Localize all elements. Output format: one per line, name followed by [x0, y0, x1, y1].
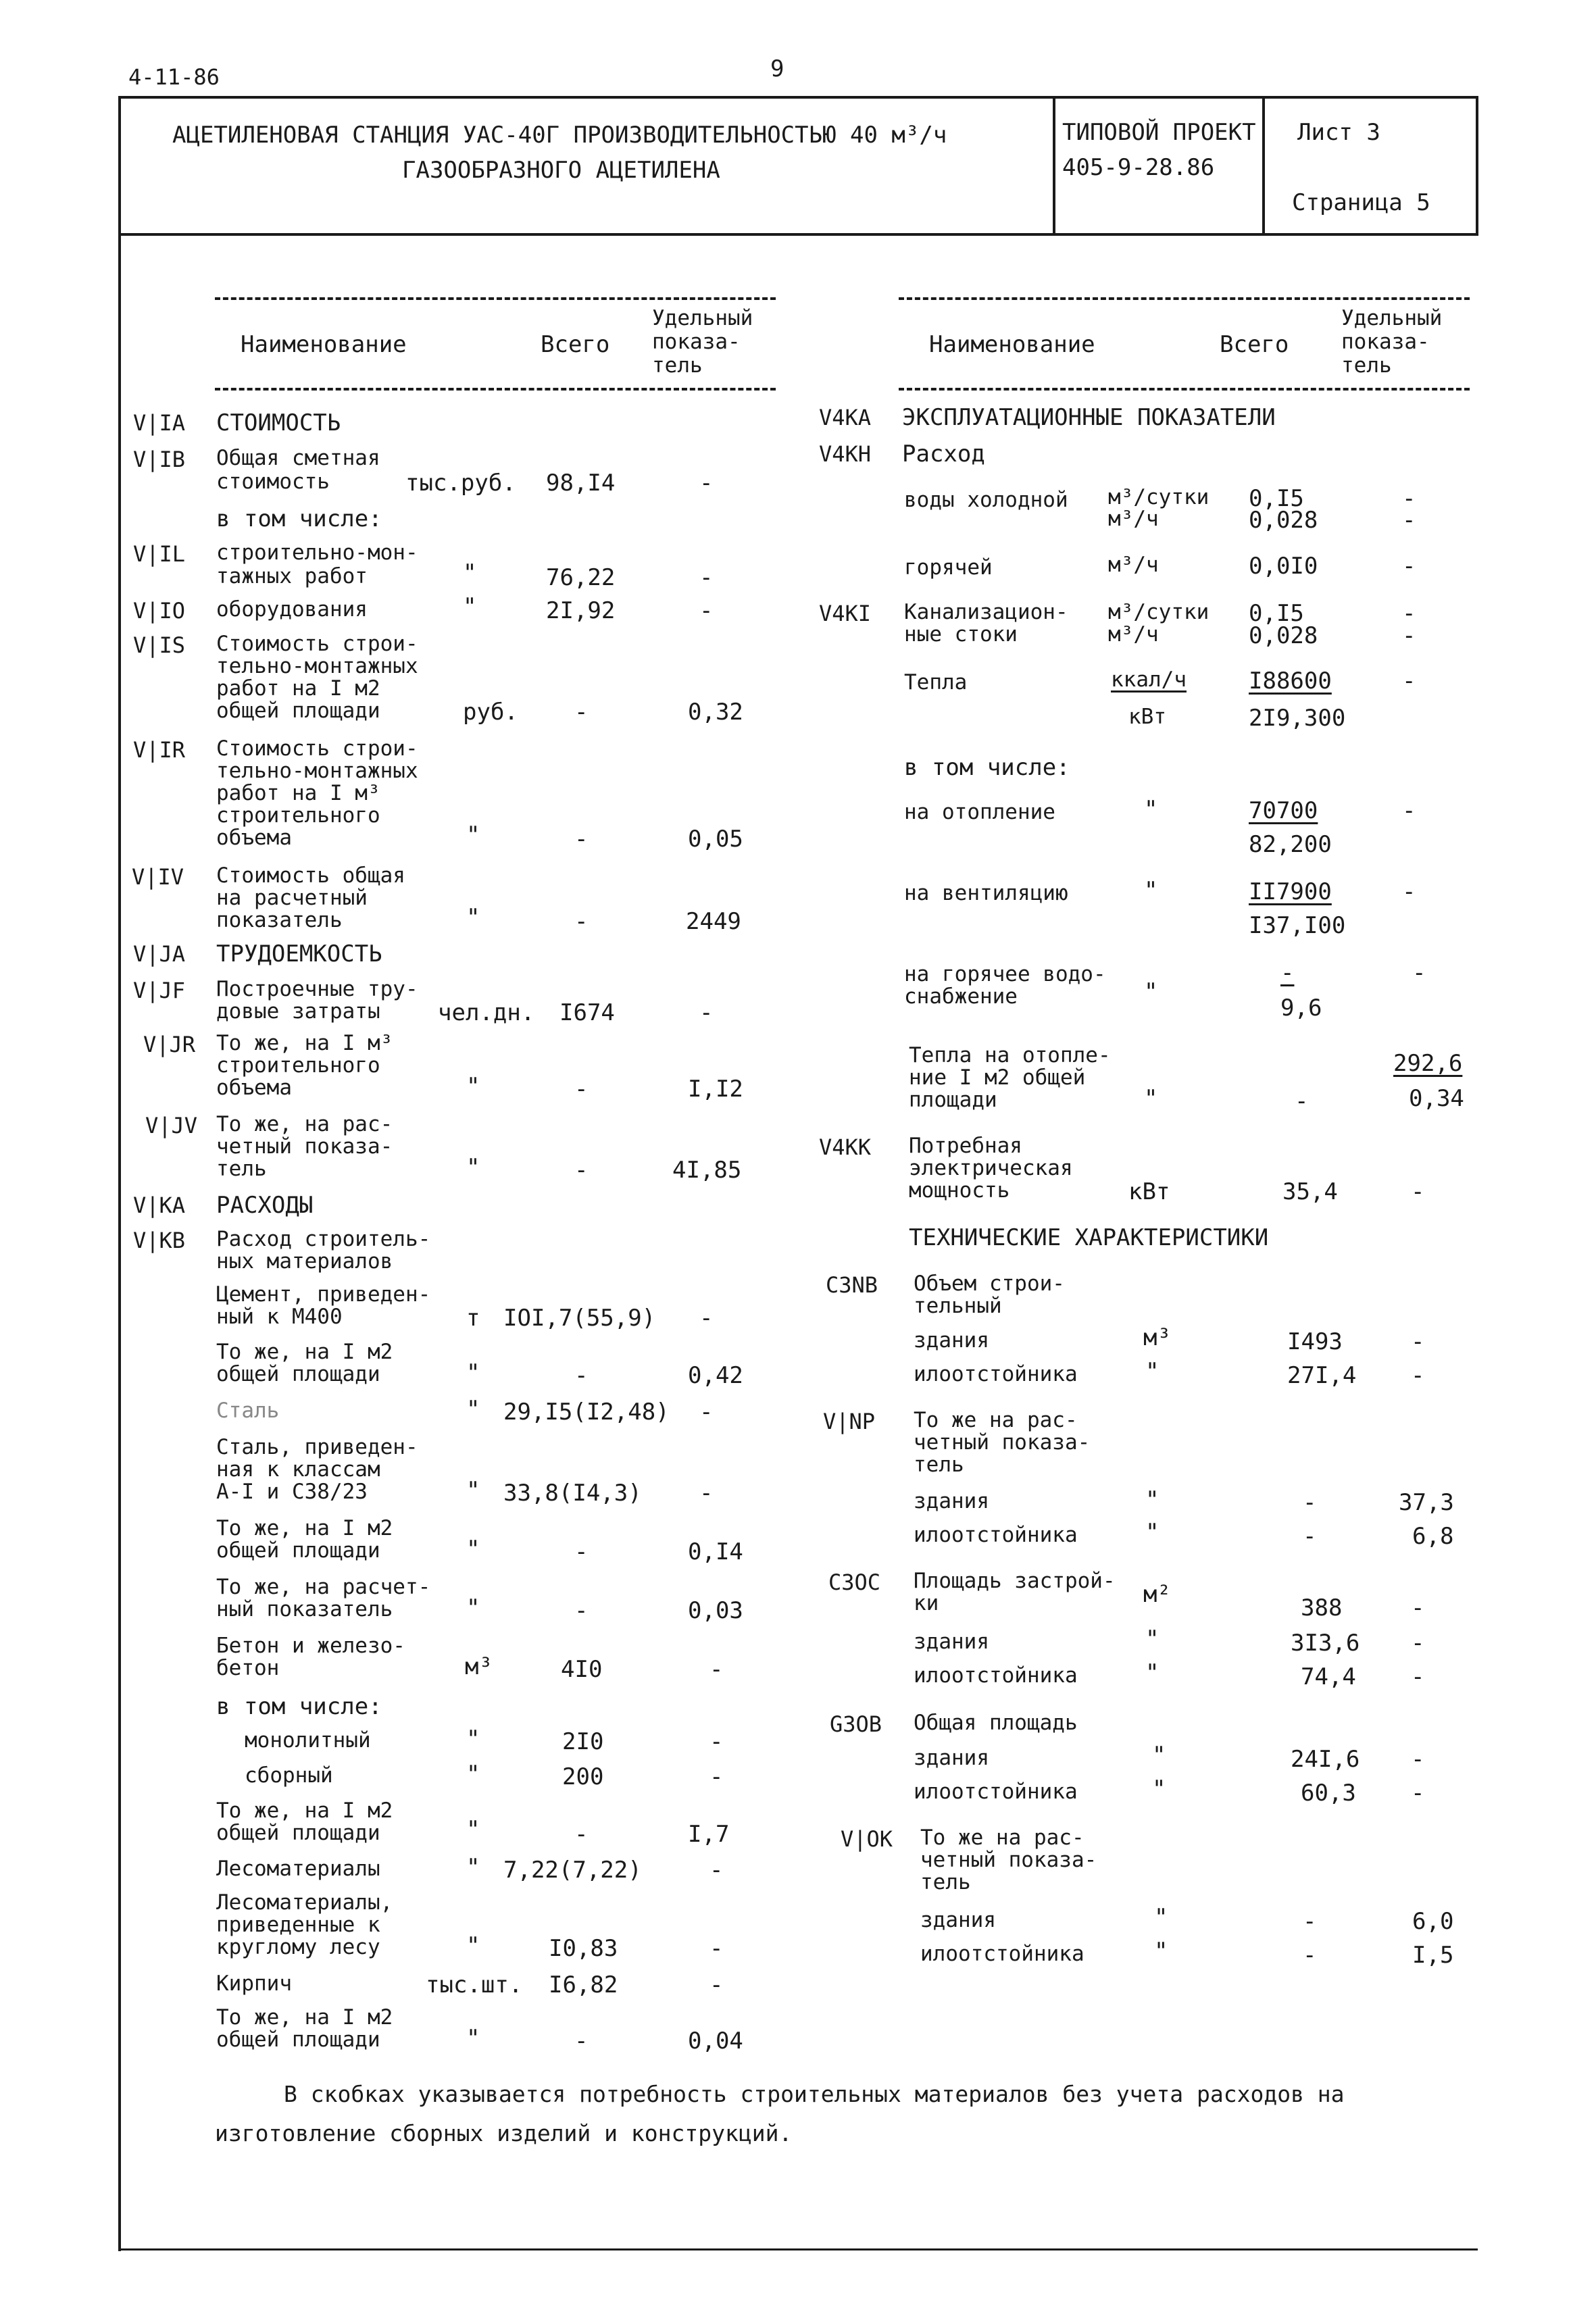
row-specific: - — [709, 1935, 724, 1962]
row-specific: 292,6 — [1393, 1050, 1463, 1077]
row-label: Площадь застрой- — [914, 1569, 1116, 1593]
row-code: V|NP — [823, 1409, 876, 1434]
row-label: работ на I м2 — [216, 676, 380, 701]
row-label: в том числе: — [216, 1693, 382, 1720]
row-specific: 0,42 — [688, 1362, 743, 1389]
section-heading-labor: ТРУДОЕМКОСТЬ — [216, 940, 382, 967]
page-label: Страница 5 — [1292, 189, 1430, 216]
row-specific: - — [699, 1399, 714, 1426]
left-col-specific-header-3: тель — [652, 353, 703, 378]
row-label: ние I м2 общей — [909, 1065, 1086, 1090]
row-specific: - — [699, 1305, 714, 1332]
row-unit: м³/ч — [1108, 507, 1159, 531]
row-label: То же, на расчет- — [216, 1575, 431, 1599]
row-label: илоотстойника — [920, 1942, 1084, 1966]
row-total: I493 — [1287, 1328, 1343, 1355]
row-unit: " — [1145, 1519, 1159, 1546]
row-total: 76,22 — [546, 564, 616, 591]
row-label: общей площади — [216, 1362, 380, 1386]
row-specific: - — [1412, 959, 1426, 986]
row-label: снабжение — [904, 984, 1018, 1009]
row-unit: тыс.шт. — [426, 1971, 523, 1998]
row-total: 2I0 — [562, 1728, 604, 1755]
row-unit: " — [466, 1761, 480, 1788]
row-unit: руб. — [463, 699, 518, 726]
row-label: приведенные к — [216, 1913, 380, 1937]
footnote-line-1: В скобках указывается потребность строительных материалов без учета расходов на — [284, 2081, 1345, 2107]
row-unit: " — [1152, 1742, 1166, 1769]
row-specific: I,I2 — [688, 1076, 743, 1103]
row-label: Кирпич — [216, 1971, 292, 1996]
row-total: 0,028 — [1249, 507, 1318, 534]
row-label: Потребная — [909, 1134, 1022, 1158]
footnote-line-2: изготовление сборных изделий и конструкций. — [215, 2120, 793, 2146]
row-label: Сталь — [216, 1399, 280, 1423]
row-total: 388 — [1301, 1594, 1343, 1621]
row-unit: " — [466, 1726, 480, 1753]
row-specific: I,7 — [688, 1821, 730, 1848]
row-unit: " — [466, 1536, 480, 1563]
row-label: То же, на рас- — [216, 1112, 393, 1136]
row-label: общей площади — [216, 1538, 380, 1563]
row-specific: - — [709, 1763, 724, 1790]
left-col-total-header: Всего — [541, 331, 610, 358]
row-label: Стоимость общая — [216, 863, 405, 888]
row-unit: " — [1144, 796, 1158, 823]
row-specific: - — [1402, 668, 1416, 695]
row-unit: " — [1144, 1085, 1158, 1112]
right-col-specific-header-3: тель — [1341, 353, 1392, 378]
row-unit: м² — [1143, 1581, 1171, 1608]
row-unit: " — [1154, 1938, 1168, 1965]
row-label: То же, на I м2 — [216, 1516, 393, 1540]
row-total: 2I,92 — [546, 597, 616, 624]
row-label: воды холодной — [904, 488, 1068, 512]
section-heading-technical: ТЕХНИЧЕСКИЕ ХАРАКТЕРИСТИКИ — [909, 1224, 1269, 1251]
row-label: здания — [914, 1489, 989, 1513]
project-number: 405-9-28.86 — [1062, 154, 1215, 181]
row-specific: - — [1402, 507, 1416, 534]
row-total: I0,83 — [549, 1935, 618, 1962]
row-label: общей площади — [216, 699, 380, 723]
right-col-name-header: Наименование — [929, 331, 1095, 358]
row-code: G3OB — [830, 1711, 882, 1737]
row-unit: " — [463, 593, 477, 620]
row-specific: - — [1411, 1630, 1425, 1657]
row-total: 200 — [562, 1763, 604, 1790]
row-unit: ккал/ч — [1111, 668, 1187, 692]
row-specific: - — [1402, 485, 1416, 512]
row-total: 7,22(7,22) — [503, 1857, 642, 1884]
row-specific: - — [699, 597, 714, 624]
row-specific: 4I,85 — [672, 1157, 742, 1184]
row-label: работ на I м³ — [216, 781, 380, 805]
row-total: I88600 — [1249, 668, 1332, 695]
row-label: в том числе: — [216, 505, 382, 532]
row-label: Общая сметная — [216, 446, 380, 470]
row-unit: м³/ч — [1108, 622, 1159, 647]
row-label: ные стоки — [904, 622, 1018, 647]
row-label: Общая площадь — [914, 1711, 1078, 1735]
row-total: I37,I00 — [1249, 912, 1346, 939]
right-col-total-header: Всего — [1220, 331, 1289, 358]
row-label: объема — [216, 826, 292, 850]
row-unit: кВт — [1128, 1178, 1170, 1205]
row-label: горячей — [904, 555, 993, 580]
row-label: Канализацион- — [904, 600, 1068, 624]
row-unit: " — [466, 1073, 480, 1100]
row-label: объема — [216, 1076, 292, 1100]
row-label: тельно-монтажных — [216, 759, 418, 783]
row-total: - — [1280, 959, 1295, 986]
row-specific: - — [1411, 1780, 1425, 1807]
row-specific: I,5 — [1412, 1942, 1454, 1969]
row-specific: - — [699, 999, 714, 1026]
sheet-number: Лист 3 — [1297, 119, 1380, 146]
row-total: 3I3,6 — [1291, 1630, 1360, 1657]
row-total: I674 — [559, 999, 615, 1026]
row-code: V|IR — [133, 737, 186, 763]
row-label: четный показа- — [920, 1848, 1097, 1872]
row-label: на вентиляцию — [904, 881, 1068, 905]
row-label: ных материалов — [216, 1249, 393, 1274]
row-total: 60,3 — [1301, 1780, 1356, 1807]
row-total: - — [574, 1821, 589, 1848]
row-label: илоотстойника — [914, 1362, 1078, 1386]
row-label: строительно-мон- — [216, 540, 418, 565]
row-unit: " — [1145, 1626, 1159, 1653]
row-label: А-I и С38/23 — [216, 1480, 368, 1504]
row-total: 33,8(I4,3) — [503, 1480, 642, 1507]
title-line-2: ГАЗООБРАЗНОГО АЦЕТИЛЕНА — [402, 157, 720, 184]
row-total: 82,200 — [1249, 831, 1332, 858]
row-specific: 0,I4 — [688, 1538, 743, 1565]
row-total: 2I9,300 — [1249, 705, 1346, 732]
row-specific: - — [709, 1971, 724, 1998]
row-label: ный показатель — [216, 1597, 393, 1621]
row-unit: м³/сутки — [1108, 600, 1210, 624]
row-specific: - — [1411, 1328, 1425, 1355]
row-unit: м³ — [1143, 1324, 1171, 1351]
project-type: ТИПОВОЙ ПРОЕКТ — [1062, 119, 1256, 146]
row-code: V|IS — [133, 632, 186, 658]
row-label: ная к классам — [216, 1457, 380, 1482]
row-code: V|IL — [133, 541, 186, 567]
row-label: электрическая — [909, 1156, 1073, 1180]
row-specific: 6,0 — [1412, 1908, 1454, 1935]
row-total: - — [1303, 1523, 1317, 1550]
row-unit: " — [466, 1594, 480, 1621]
row-label: монолитный — [245, 1728, 371, 1753]
row-code: V4KK — [819, 1134, 872, 1160]
row-label: здания — [914, 1746, 989, 1770]
row-specific: 0,32 — [688, 699, 743, 726]
row-total: - — [1303, 1942, 1317, 1969]
row-label: Объем строи- — [914, 1272, 1065, 1296]
row-specific: 0,05 — [688, 826, 743, 853]
row-unit: т — [466, 1305, 480, 1332]
row-specific: - — [1402, 878, 1416, 905]
row-label: Расход строитель- — [216, 1227, 431, 1251]
row-label: тель — [920, 1870, 971, 1894]
row-total: I6,82 — [549, 1971, 618, 1998]
row-label: строительного — [216, 803, 380, 828]
row-code: C3OC — [828, 1569, 881, 1595]
row-code: V|IV — [132, 864, 184, 890]
row-total: 24I,6 — [1291, 1746, 1360, 1773]
row-unit: " — [1152, 1776, 1166, 1803]
row-label: илоотстойника — [914, 1780, 1078, 1804]
row-unit: " — [1145, 1659, 1159, 1686]
row-label: здания — [920, 1908, 996, 1932]
row-code: V|IB — [133, 447, 186, 472]
row-total: - — [574, 1597, 589, 1624]
row-label: Расход — [902, 441, 985, 468]
row-code: V4KI — [819, 601, 872, 626]
row-label: тельно-монтажных — [216, 654, 418, 678]
row-unit: " — [466, 2025, 480, 2052]
row-label: То же, на I м³ — [216, 1031, 393, 1055]
row-label: тельный — [914, 1294, 1002, 1318]
row-label: ки — [914, 1591, 939, 1615]
row-total: II7900 — [1249, 878, 1332, 905]
row-code: C3NB — [826, 1272, 878, 1298]
row-specific: - — [699, 1480, 714, 1507]
row-total: - — [574, 826, 589, 853]
row-total: 9,6 — [1280, 995, 1322, 1022]
row-specific: - — [1411, 1362, 1425, 1389]
row-unit: " — [463, 559, 477, 586]
row-unit: " — [466, 1854, 480, 1881]
row-unit: м³/сутки — [1108, 485, 1210, 509]
row-specific: 2449 — [686, 908, 741, 935]
row-total: 29,I5(I2,48) — [503, 1399, 670, 1426]
row-label: мощность — [909, 1178, 1010, 1203]
row-label: Бетон и железо- — [216, 1634, 405, 1658]
row-code: V|JR — [143, 1032, 196, 1057]
row-specific: 6,8 — [1412, 1523, 1454, 1550]
row-label: тажных работ — [216, 564, 368, 588]
row-specific: - — [1402, 600, 1416, 627]
row-total: IOI,7(55,9) — [503, 1305, 656, 1332]
row-label: стоимость — [216, 470, 330, 494]
row-label: круглому лесу — [216, 1935, 380, 1959]
row-unit: чел.дн. — [438, 999, 535, 1026]
row-specific: - — [1402, 553, 1416, 580]
row-label: Сталь, приведен- — [216, 1435, 418, 1459]
row-total: 4I0 — [561, 1656, 603, 1683]
row-total: - — [574, 699, 589, 726]
row-total: - — [574, 2028, 589, 2055]
row-specific: 0,34 — [1409, 1085, 1464, 1112]
row-unit: " — [1145, 1358, 1159, 1385]
row-total: 70700 — [1249, 797, 1318, 824]
row-label: Стоимость строи- — [216, 736, 418, 761]
row-unit: кВт — [1128, 705, 1166, 729]
row-total: - — [574, 1076, 589, 1103]
row-total: - — [574, 908, 589, 935]
row-unit: м³/ч — [1108, 553, 1159, 577]
row-unit: " — [466, 1396, 480, 1423]
right-col-specific-header-2: показа- — [1341, 330, 1430, 354]
row-total: 74,4 — [1301, 1663, 1356, 1690]
row-specific: - — [1411, 1746, 1425, 1773]
row-code: V4KA — [819, 405, 872, 430]
row-code: V|IO — [133, 598, 186, 624]
row-specific: 0,04 — [688, 2028, 743, 2055]
row-code: V4KH — [819, 441, 872, 467]
row-label: общей площади — [216, 2028, 380, 2052]
row-total: - — [1295, 1088, 1309, 1115]
row-specific: - — [699, 564, 714, 591]
row-total: 0,028 — [1249, 622, 1318, 649]
row-label: сборный — [245, 1763, 333, 1788]
left-col-specific-header-2: показа- — [652, 330, 741, 354]
row-specific: - — [1411, 1178, 1425, 1205]
row-unit: " — [1145, 1486, 1159, 1513]
row-label: Тепла — [904, 670, 968, 695]
row-specific: - — [709, 1656, 724, 1683]
row-label: Построечные тру- — [216, 977, 418, 1001]
row-label: строительного — [216, 1053, 380, 1078]
row-specific: - — [1411, 1594, 1425, 1621]
section-heading-expenses: РАСХОДЫ — [216, 1192, 314, 1219]
row-total: 0,0I0 — [1249, 553, 1318, 580]
page-number: 9 — [770, 55, 784, 82]
row-label: четный показа- — [914, 1430, 1091, 1455]
row-label: Тепла на отопле- — [909, 1043, 1111, 1067]
row-unit: " — [1154, 1904, 1168, 1931]
row-specific: - — [709, 1857, 724, 1884]
row-label: площади — [909, 1088, 997, 1112]
row-label: тель — [216, 1157, 267, 1181]
row-label: То же на рас- — [920, 1826, 1084, 1850]
row-unit: м³ — [465, 1653, 493, 1680]
row-unit: " — [466, 1154, 480, 1181]
row-specific: - — [1411, 1663, 1425, 1690]
row-label: довые затраты — [216, 999, 380, 1024]
row-label: Лесоматериалы, — [216, 1890, 393, 1915]
row-unit: тыс.руб. — [405, 470, 516, 497]
row-total: - — [574, 1538, 589, 1565]
row-specific: - — [1402, 797, 1416, 824]
row-total: 98,I4 — [546, 470, 616, 497]
row-label: на горячее водо- — [904, 962, 1106, 986]
row-unit: " — [466, 1816, 480, 1843]
row-label: общей площади — [216, 1821, 380, 1845]
row-code: V|KA — [133, 1192, 186, 1218]
row-code: V|JV — [145, 1113, 198, 1138]
row-unit: " — [1144, 877, 1158, 904]
row-label: бетон — [216, 1656, 280, 1680]
row-unit: " — [466, 1932, 480, 1959]
row-total: 0,I5 — [1249, 600, 1304, 627]
row-label: показатель — [216, 908, 343, 932]
row-unit: " — [466, 1359, 480, 1386]
row-specific: - — [1402, 622, 1416, 649]
right-col-specific-header-1: Удельный — [1341, 306, 1443, 330]
row-specific: 37,3 — [1399, 1489, 1454, 1516]
row-unit: " — [466, 1477, 480, 1504]
row-label: Лесоматериалы — [216, 1857, 380, 1881]
row-label: в том числе: — [904, 754, 1070, 781]
row-label: здания — [914, 1630, 989, 1654]
section-heading-cost: СТОИМОСТЬ — [216, 409, 341, 436]
row-specific: - — [699, 470, 714, 497]
left-col-specific-header-1: Удельный — [652, 306, 753, 330]
row-total: - — [1303, 1489, 1317, 1516]
row-code: V|OK — [841, 1826, 893, 1852]
row-label: четный показа- — [216, 1134, 393, 1159]
row-total: - — [574, 1157, 589, 1184]
row-label: илоотстойника — [914, 1523, 1078, 1547]
section-heading-operational: ЭКСПЛУАТАЦИОННЫЕ ПОКАЗАТЕЛИ — [902, 404, 1276, 431]
row-code: V|IA — [133, 410, 186, 436]
row-total: - — [1303, 1908, 1317, 1935]
row-unit: " — [1144, 978, 1158, 1005]
row-code: V|JA — [133, 941, 186, 967]
row-label: То же на рас- — [914, 1408, 1078, 1432]
row-label: То же, на I м2 — [216, 2005, 393, 2030]
row-label: Стоимость строи- — [216, 632, 418, 656]
row-total: 0,I5 — [1249, 485, 1304, 512]
row-specific: - — [709, 1728, 724, 1755]
row-label: илоотстойника — [914, 1663, 1078, 1688]
row-unit: " — [466, 904, 480, 931]
row-label: То же, на I м2 — [216, 1799, 393, 1823]
row-label: Цемент, приведен- — [216, 1282, 431, 1307]
title-line-1: АЦЕТИЛЕНОВАЯ СТАНЦИЯ УАС-40Г ПРОИЗВОДИТЕЛЬНОСТЬЮ 40 м³/ч — [172, 122, 947, 149]
row-total: - — [574, 1362, 589, 1389]
left-col-name-header: Наименование — [241, 331, 407, 358]
row-label: на отопление — [904, 800, 1055, 824]
row-total: 35,4 — [1282, 1178, 1338, 1205]
row-label: оборудования — [216, 597, 368, 622]
row-label: здания — [914, 1328, 989, 1353]
row-label: на расчетный — [216, 886, 368, 910]
row-code: V|JF — [133, 978, 186, 1003]
row-label: тель — [914, 1453, 964, 1477]
row-total: 27I,4 — [1287, 1362, 1357, 1389]
document-code: 4-11-86 — [128, 64, 220, 90]
row-code: V|KB — [133, 1228, 186, 1253]
row-label: То же, на I м2 — [216, 1340, 393, 1364]
row-label: ный к М400 — [216, 1305, 343, 1329]
row-specific: 0,03 — [688, 1597, 743, 1624]
row-unit: " — [466, 822, 480, 849]
